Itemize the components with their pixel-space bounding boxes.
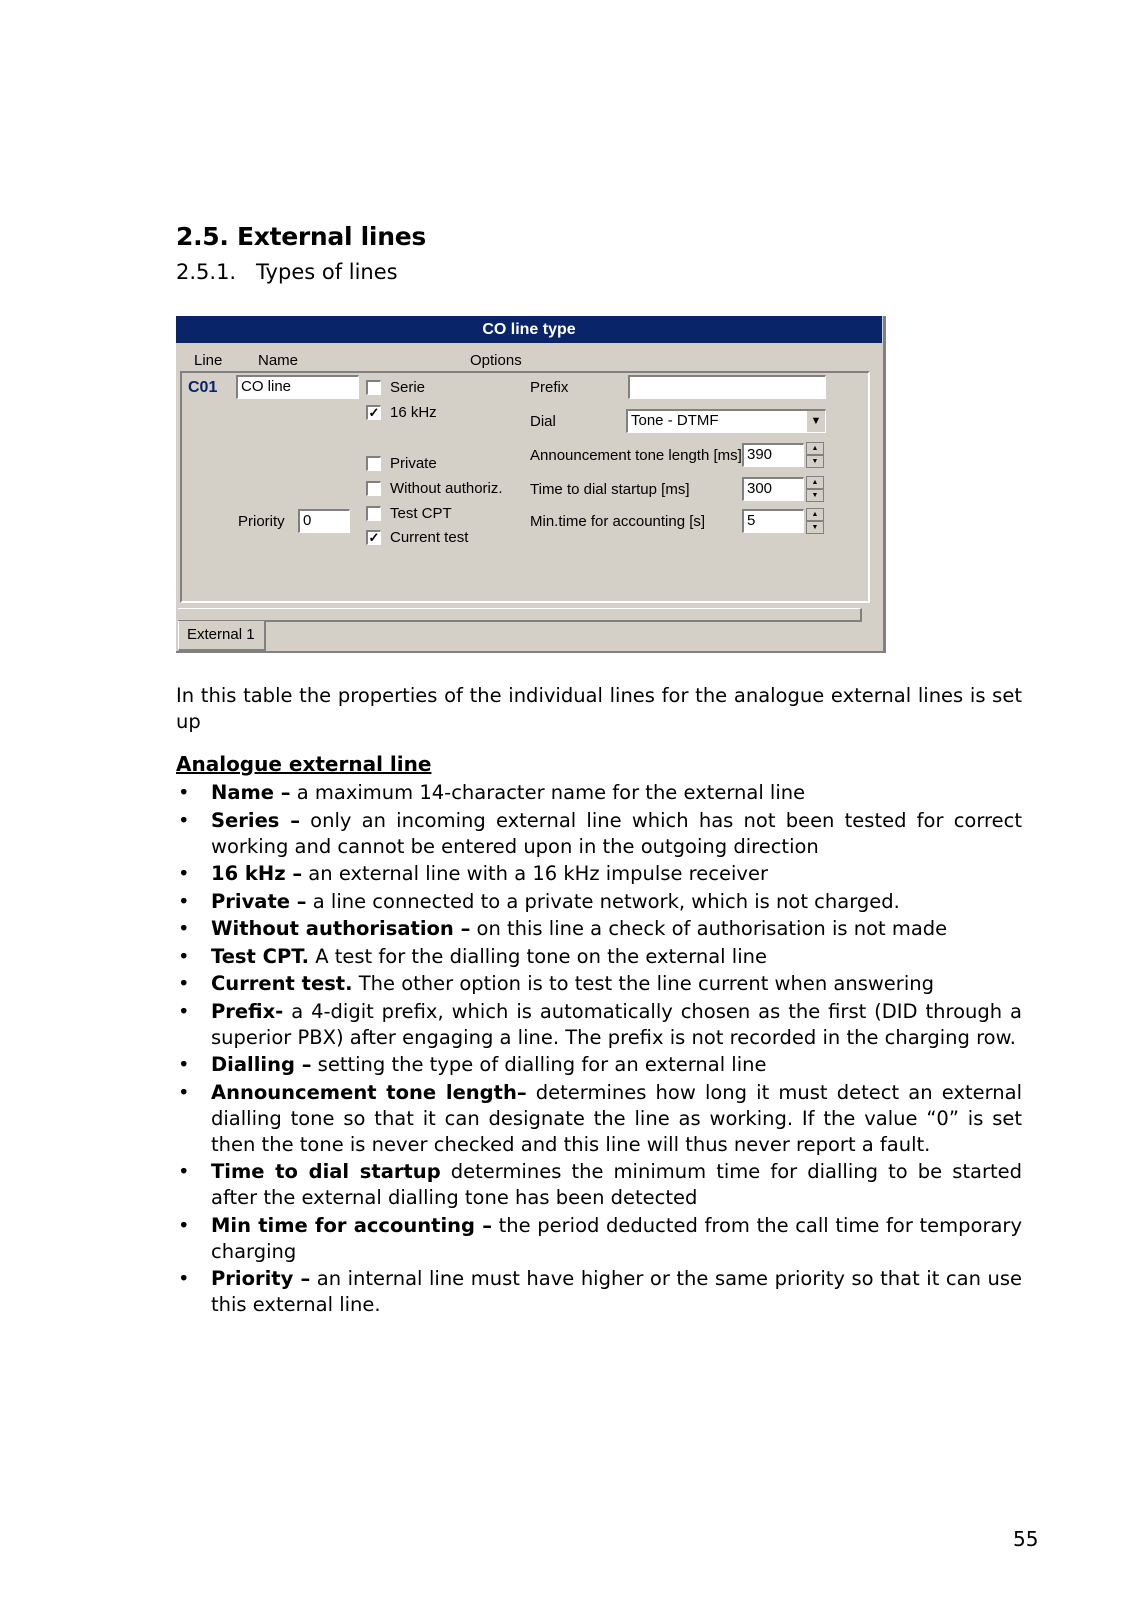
item-term: Without authorisation – <box>211 917 471 940</box>
item-text: on this line a check of authorisation is not made <box>470 917 948 940</box>
tab-external-1[interactable]: External 1 <box>178 621 266 651</box>
item-term: Series – <box>211 808 300 832</box>
item-term: Current test. <box>211 972 353 995</box>
item-text: a maximum 14-character name for the external line <box>290 781 806 804</box>
announcement-input[interactable]: 390 <box>742 443 804 467</box>
item-term: Prefix- <box>211 999 284 1023</box>
line-id: C01 <box>188 379 218 396</box>
item-term: Private – <box>211 889 307 913</box>
spin-up-icon[interactable]: ▲ <box>806 508 824 521</box>
item-term: Time to dial startup <box>211 1160 441 1183</box>
subsection-heading <box>176 260 398 284</box>
priority-input[interactable]: 0 <box>298 509 350 533</box>
chevron-down-icon[interactable]: ▼ <box>806 411 825 432</box>
list-item <box>176 808 1022 860</box>
intro-paragraph: In this table the properties of the individual lines for the analogue external lines is set up <box>176 684 1022 733</box>
tab-strip <box>178 608 862 622</box>
item-term: Priority – <box>211 1267 311 1290</box>
test-cpt-label: Test CPT <box>390 505 452 522</box>
column-header-line: Line <box>194 352 223 369</box>
without-authorization-checkbox[interactable] <box>366 481 381 496</box>
list-item <box>176 780 1022 806</box>
item-text: The other option is to test the line current when answering <box>352 972 934 995</box>
subsection-number: 2.5.1. <box>176 260 237 284</box>
item-term: Test CPT. <box>211 944 310 968</box>
dial-startup-spinner[interactable] <box>806 476 824 502</box>
private-label: Private <box>390 455 437 472</box>
list-item <box>176 916 1022 942</box>
dial-label: Dial <box>530 413 556 430</box>
item-term: Name – <box>211 781 291 804</box>
serie-label: Serie <box>390 379 426 396</box>
item-text: A test for the dialling tone on the external line <box>309 944 767 968</box>
prefix-input[interactable] <box>628 375 826 399</box>
announcement-spinner[interactable] <box>806 442 824 468</box>
property-list <box>176 780 1022 1320</box>
list-item <box>176 1213 1022 1265</box>
item-text: the period deducted from the call time for temporary charging <box>211 1213 1022 1263</box>
without-authorization-label: Without authoriz. <box>390 480 503 497</box>
item-term: Announcement tone length– <box>211 1080 527 1104</box>
current-test-label: Current test <box>390 529 469 546</box>
item-text: determines the minimum time for dialling to be started after the external dialling tone has been detected <box>211 1160 1023 1209</box>
dial-startup-input[interactable]: 300 <box>742 477 804 501</box>
announcement-label: Announcement tone length [ms] <box>530 447 742 464</box>
subsection-title: Types of lines <box>256 260 398 284</box>
item-term: 16 kHz – <box>211 862 303 885</box>
dial-select-value: Tone - DTMF <box>631 412 719 429</box>
current-test-checkbox[interactable]: ✓ <box>366 530 381 545</box>
column-header-options: Options <box>470 352 522 369</box>
dial-startup-label: Time to dial startup [ms] <box>530 481 690 498</box>
list-item <box>176 1159 1022 1211</box>
16khz-checkbox[interactable]: ✓ <box>366 405 381 420</box>
private-checkbox[interactable] <box>366 456 381 471</box>
list-item <box>176 1266 1022 1318</box>
min-time-label: Min.time for accounting [s] <box>530 513 706 530</box>
list-item <box>176 1052 1022 1078</box>
list-item <box>176 889 1022 915</box>
item-text: a line connected to a private network, which is not charged. <box>306 889 900 913</box>
serie-checkbox[interactable] <box>366 380 381 395</box>
dial-select[interactable] <box>626 409 826 433</box>
min-time-spinner[interactable] <box>806 508 824 534</box>
co-line-type-dialog <box>176 316 886 653</box>
16khz-label: 16 kHz <box>390 404 437 421</box>
list-heading: Analogue external line <box>176 752 432 776</box>
list-item <box>176 1080 1022 1158</box>
test-cpt-checkbox[interactable] <box>366 506 381 521</box>
prefix-label: Prefix <box>530 379 569 396</box>
dialog-title: CO line type <box>176 316 882 343</box>
spin-up-icon[interactable]: ▲ <box>806 476 824 489</box>
line-name-input[interactable]: CO line <box>236 375 359 399</box>
page-number: 55 <box>1013 1527 1039 1551</box>
item-term: Dialling – <box>211 1053 312 1076</box>
list-item <box>176 944 1022 970</box>
item-text: a 4-digit prefix, which is automatically chosen as the first (DID through a superior PBX) after engaging a line. The prefix is not recorded in the charging row. <box>211 999 1022 1049</box>
list-item <box>176 971 1022 997</box>
item-text: only an incoming external line which has not been tested for correct working and cannot be entered upon in the outgoing direction <box>211 808 1022 858</box>
item-text: an external line with a 16 kHz impulse receiver <box>302 862 768 885</box>
column-header-name: Name <box>258 352 299 369</box>
item-term: Min time for accounting – <box>211 1213 492 1237</box>
list-item <box>176 861 1022 887</box>
spin-up-icon[interactable]: ▲ <box>806 442 824 455</box>
section-title: 2.5. External lines <box>176 222 426 251</box>
item-text: setting the type of dialling for an external line <box>311 1053 767 1076</box>
min-time-input[interactable]: 5 <box>742 509 804 533</box>
spin-down-icon[interactable]: ▼ <box>806 455 824 468</box>
list-item <box>176 999 1022 1051</box>
item-text: determines how long it must detect an external dialling tone so that it can designate the line as working. If the value “0” is set then the tone is never checked and this line will thus never report a fault. <box>211 1080 1022 1156</box>
priority-label: Priority <box>238 513 285 530</box>
item-text: an internal line must have higher or the same priority so that it can use this external line. <box>211 1267 1022 1316</box>
spin-down-icon[interactable]: ▼ <box>806 521 824 534</box>
spin-down-icon[interactable]: ▼ <box>806 489 824 502</box>
